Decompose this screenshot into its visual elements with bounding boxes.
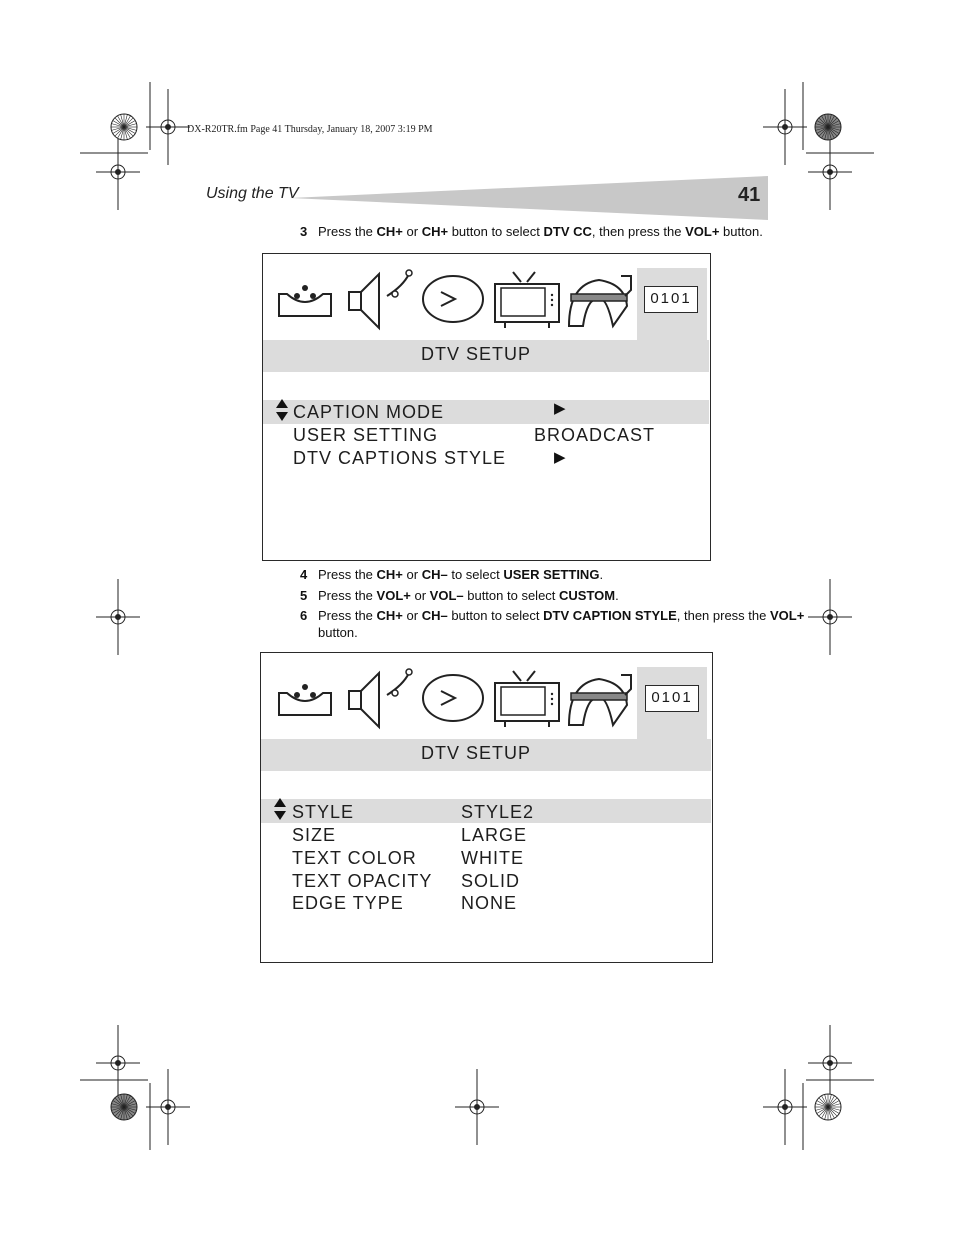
- tv-icon: [495, 671, 559, 727]
- menu-icon-row: [273, 665, 633, 731]
- up-down-arrow-icon: [274, 397, 290, 425]
- registration-mark-icon: [808, 1025, 852, 1101]
- speaker-icon: [349, 669, 412, 727]
- menu-value-style: STYLE2: [461, 802, 535, 822]
- registration-mark-icon: [808, 579, 852, 655]
- menu-row-dtv-captions-style[interactable]: DTV CAPTIONS STYLE: [293, 448, 507, 468]
- menu-title: DTV SETUP: [420, 743, 531, 763]
- channel-code: 0101: [645, 685, 699, 712]
- starburst-icon: [111, 114, 137, 140]
- menu-row-caption-mode[interactable]: CAPTION MODE: [293, 402, 445, 422]
- parental-lock-icon: [569, 675, 631, 725]
- menu-row-user-setting[interactable]: USER SETTING: [293, 425, 439, 445]
- registration-mark-icon: [96, 579, 140, 655]
- header-band: [290, 176, 770, 222]
- osd-screen-2: [260, 652, 713, 963]
- registration-mark-icon: [146, 89, 190, 165]
- registration-mark-icon: [96, 1025, 140, 1101]
- menu-value-text-opacity: SOLID: [461, 871, 521, 891]
- menu-row-text-color[interactable]: TEXT COLOR: [292, 848, 417, 868]
- up-down-arrow-icon: [272, 796, 288, 824]
- registration-mark-icon: [146, 1069, 190, 1145]
- clock-icon: [423, 276, 483, 322]
- menu-value-edge-type: NONE: [461, 893, 518, 913]
- menu-row-edge-type[interactable]: EDGE TYPE: [292, 893, 404, 913]
- picture-adjust-icon: [279, 684, 331, 715]
- menu-title: DTV SETUP: [420, 344, 531, 364]
- registration-mark-icon: [96, 134, 140, 210]
- menu-row-style[interactable]: STYLE: [292, 802, 355, 822]
- clock-icon: [423, 675, 483, 721]
- picture-adjust-icon: [279, 285, 331, 316]
- menu-row-text-opacity[interactable]: TEXT OPACITY: [292, 871, 433, 891]
- starburst-icon: [111, 1094, 137, 1120]
- registration-mark-icon: [455, 1069, 499, 1145]
- submenu-arrow: ▶: [554, 400, 566, 417]
- menu-icon-row: [273, 266, 633, 332]
- section-title: Using the TV: [206, 185, 299, 202]
- parental-lock-icon: [569, 276, 631, 326]
- step-6-continuation: button.: [318, 625, 358, 640]
- menu-value-size: LARGE: [461, 825, 528, 845]
- submenu-arrow: ▶: [554, 449, 566, 466]
- channel-code: 0101: [644, 286, 698, 313]
- speaker-icon: [349, 270, 412, 328]
- registration-mark-icon: [763, 1069, 807, 1145]
- starburst-icon: [815, 1094, 841, 1120]
- tv-icon: [495, 272, 559, 328]
- starburst-icon: [815, 114, 841, 140]
- registration-mark-icon: [763, 89, 807, 165]
- page-number: 41: [738, 184, 761, 206]
- menu-row-size[interactable]: SIZE: [292, 825, 337, 845]
- osd-screen-1: [262, 253, 711, 561]
- menu-value-text-color: WHITE: [461, 848, 524, 868]
- menu-value-user-setting: BROADCAST: [534, 425, 656, 445]
- registration-mark-icon: [808, 134, 852, 210]
- print-info: DX-R20TR.fm Page 41 Thursday, January 18, 2007 3:19 PM: [187, 124, 433, 135]
